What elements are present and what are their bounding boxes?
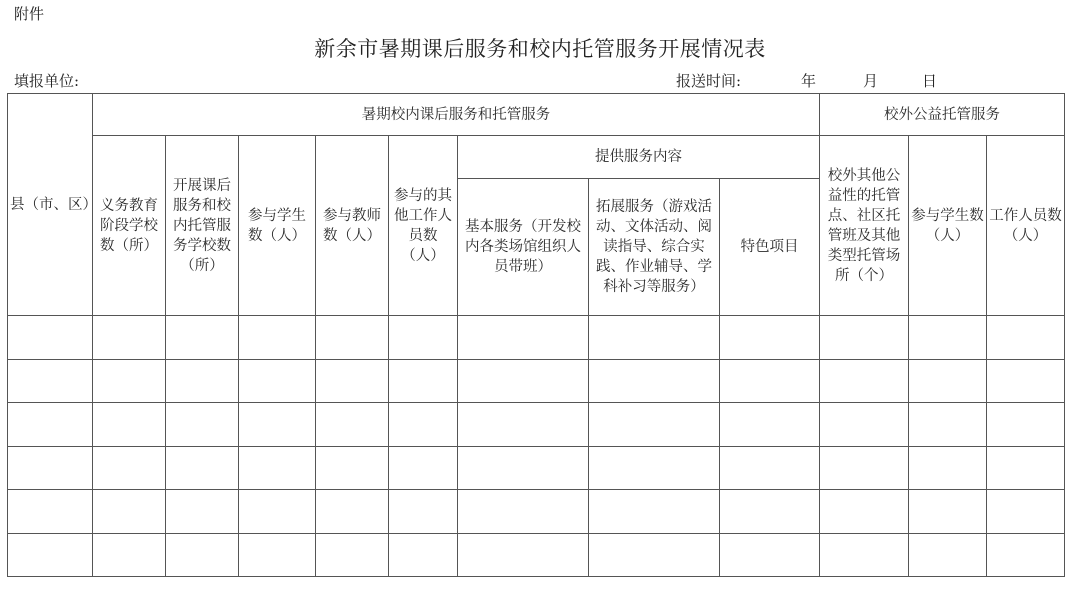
header-outside-staff: 工作人员数（人）: [987, 136, 1065, 316]
table-cell[interactable]: [589, 446, 720, 490]
table-cell[interactable]: [909, 533, 987, 577]
table-cell[interactable]: [93, 359, 166, 403]
header-county: 县（市、区）: [8, 94, 93, 316]
table-cell[interactable]: [909, 316, 987, 360]
table-cell[interactable]: [909, 359, 987, 403]
table-cell[interactable]: [820, 446, 909, 490]
table-cell[interactable]: [720, 533, 820, 577]
header-teachers: 参与教师数（人）: [316, 136, 389, 316]
table-cell[interactable]: [589, 403, 720, 447]
header-basic-service: 基本服务（开发校内各类场馆组织人员带班）: [458, 179, 589, 316]
table-cell[interactable]: [316, 446, 389, 490]
table-row: [8, 533, 1065, 577]
table-cell[interactable]: [458, 359, 589, 403]
day-label: 日: [922, 72, 938, 90]
table-cell[interactable]: [93, 316, 166, 360]
table-cell[interactable]: [987, 316, 1065, 360]
table-cell[interactable]: [166, 533, 239, 577]
table-row: [8, 490, 1065, 534]
table-cell[interactable]: [987, 490, 1065, 534]
table-cell[interactable]: [589, 533, 720, 577]
table-cell[interactable]: [820, 403, 909, 447]
table-cell[interactable]: [909, 446, 987, 490]
table-cell[interactable]: [93, 490, 166, 534]
header-outside-students: 参与学生数（人）: [909, 136, 987, 316]
table-cell[interactable]: [389, 403, 458, 447]
table-cell[interactable]: [820, 359, 909, 403]
table-cell[interactable]: [909, 490, 987, 534]
table-cell[interactable]: [987, 359, 1065, 403]
header-featured-items: 特色项目: [720, 179, 820, 316]
table-cell[interactable]: [589, 490, 720, 534]
table-cell[interactable]: [720, 316, 820, 360]
send-time-label: 报送时间:: [676, 72, 742, 90]
table-cell[interactable]: [166, 359, 239, 403]
table-cell[interactable]: [458, 316, 589, 360]
table-cell[interactable]: [720, 359, 820, 403]
table-cell[interactable]: [8, 316, 93, 360]
table-cell[interactable]: [316, 533, 389, 577]
table-cell[interactable]: [987, 446, 1065, 490]
header-service-content: 提供服务内容: [458, 136, 820, 179]
table-cell[interactable]: [987, 403, 1065, 447]
table-cell[interactable]: [820, 490, 909, 534]
report-table: [7, 93, 1065, 577]
table-cell[interactable]: [93, 403, 166, 447]
table-cell[interactable]: [316, 403, 389, 447]
table-cell[interactable]: [316, 316, 389, 360]
header-other-staff: 参与的其他工作人员数（人）: [389, 136, 458, 316]
table-cell[interactable]: [389, 446, 458, 490]
table-cell[interactable]: [166, 490, 239, 534]
table-cell[interactable]: [589, 316, 720, 360]
year-label: 年: [801, 72, 817, 90]
month-label: 月: [863, 72, 879, 90]
table-cell[interactable]: [316, 359, 389, 403]
table-cell[interactable]: [458, 533, 589, 577]
table-cell[interactable]: [8, 490, 93, 534]
table-cell[interactable]: [820, 533, 909, 577]
table-cell[interactable]: [720, 446, 820, 490]
header-summer-services: 暑期校内课后服务和托管服务: [93, 94, 820, 136]
header-students: 参与学生数（人）: [239, 136, 316, 316]
table-cell[interactable]: [239, 359, 316, 403]
table-cell[interactable]: [239, 490, 316, 534]
table-cell[interactable]: [389, 359, 458, 403]
header-outside-venues: 校外其他公益性的托管点、社区托管班及其他类型托管场所（个）: [820, 136, 909, 316]
header-service-schools: 开展课后服务和校内托管服务学校数（所）: [166, 136, 239, 316]
table-row: [8, 359, 1065, 403]
table-row: [8, 403, 1065, 447]
table-cell[interactable]: [909, 403, 987, 447]
table-cell[interactable]: [93, 533, 166, 577]
table-cell[interactable]: [389, 533, 458, 577]
reporting-unit-label: 填报单位:: [14, 72, 80, 90]
table-cell[interactable]: [8, 446, 93, 490]
table-cell[interactable]: [389, 316, 458, 360]
table-cell[interactable]: [589, 359, 720, 403]
table-row: [8, 446, 1065, 490]
table-cell[interactable]: [93, 446, 166, 490]
table-cell[interactable]: [8, 359, 93, 403]
table-cell[interactable]: [389, 490, 458, 534]
table-cell[interactable]: [8, 533, 93, 577]
table-cell[interactable]: [239, 533, 316, 577]
table-cell[interactable]: [458, 446, 589, 490]
attachment-label: 附件: [14, 5, 45, 23]
table-cell[interactable]: [820, 316, 909, 360]
table-cell[interactable]: [316, 490, 389, 534]
table-cell[interactable]: [8, 403, 93, 447]
table-cell[interactable]: [239, 316, 316, 360]
page-title: 新余市暑期课后服务和校内托管服务开展情况表: [314, 37, 766, 61]
table-cell[interactable]: [458, 490, 589, 534]
table-cell[interactable]: [166, 446, 239, 490]
table-cell[interactable]: [458, 403, 589, 447]
table-row: [8, 316, 1065, 360]
table-cell[interactable]: [166, 316, 239, 360]
header-extended-service: 拓展服务（游戏活动、文体活动、阅读指导、综合实践、作业辅导、学科补习等服务）: [589, 179, 720, 316]
table-cell[interactable]: [166, 403, 239, 447]
table-cell[interactable]: [720, 490, 820, 534]
header-outside-services: 校外公益托管服务: [820, 94, 1065, 136]
table-cell[interactable]: [239, 403, 316, 447]
header-schools-count: 义务教育阶段学校数（所）: [93, 136, 166, 316]
table-cell[interactable]: [239, 446, 316, 490]
table-cell[interactable]: [720, 403, 820, 447]
table-cell[interactable]: [987, 533, 1065, 577]
